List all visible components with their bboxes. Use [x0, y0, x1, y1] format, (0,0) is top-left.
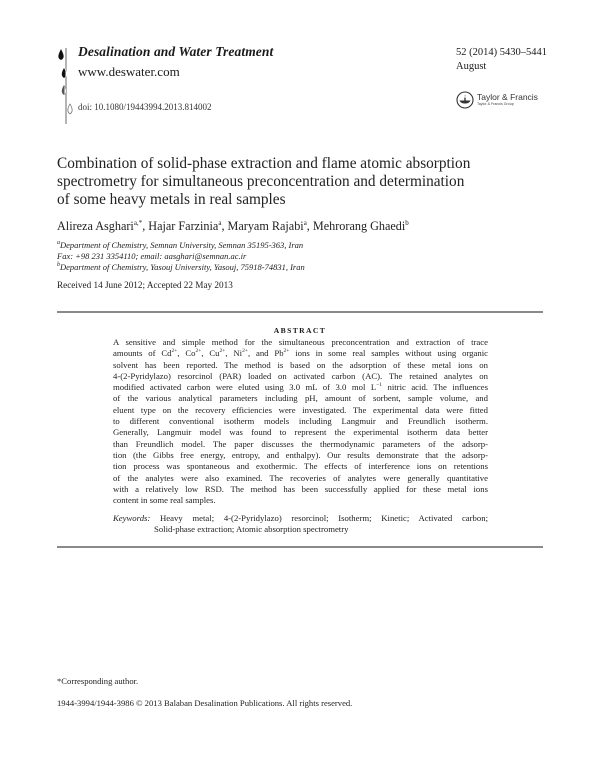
author-name: Hajar Farzinia	[148, 219, 219, 234]
text: ions in some real samples without using organic	[289, 348, 488, 359]
author-affiliation-mark: a,*	[133, 219, 143, 227]
abstract-line-units	[113, 382, 488, 393]
publisher-group: Taylor & Francis Group	[477, 102, 514, 107]
author-affiliation-mark: a	[218, 219, 222, 227]
ion-charge: 2+	[242, 348, 248, 355]
ion: Cu	[209, 348, 220, 359]
keywords-text: Heavy metal; 4-(2-Pyridylazo) resorcinol; Isotherm; Kinetic; Activated carbon;	[160, 513, 488, 523]
author-list	[57, 219, 409, 234]
ion: Co	[185, 348, 196, 359]
abstract-line: tion (the Gibbs free energy, entropy, and enthalpy). Our results demonstrate that the adsorp-	[113, 449, 488, 460]
keywords-label: Keywords:	[113, 513, 151, 523]
ion: Pb	[274, 348, 284, 359]
divider-bottom	[57, 546, 543, 548]
keywords	[113, 513, 488, 536]
affiliation-text: Department of Chemistry, Yasouj University, Yasouj, 75918-74831, Iran	[60, 262, 305, 272]
text: modified activated carbon were eluted using 3.0 mL of 3.0 mol L	[113, 382, 377, 393]
text: , and	[247, 348, 275, 359]
abstract-heading: ABSTRACT	[273, 326, 327, 335]
abstract-line: 4-(2-Pyridylazo) resorcinol (PAR) loaded on activated carbon (AC). The retained analytes on	[113, 370, 488, 381]
copyright: 1944-3994/1944-3986 © 2013 Balaban Desalination Publications. All rights reserved.	[57, 698, 353, 708]
ion-charge: 2+	[171, 348, 178, 355]
paper-title-line: spectrometry for simultaneous preconcentration and determination	[57, 173, 465, 190]
affiliation	[57, 240, 303, 250]
exponent: −1	[376, 382, 383, 389]
author-separator: ,	[142, 219, 149, 234]
journal-title: Desalination and Water Treatment	[78, 44, 274, 59]
ion: Ni	[233, 348, 243, 359]
paper-title	[57, 155, 517, 209]
doi[interactable]: doi: 10.1080/19443994.2013.814002	[78, 102, 212, 112]
abstract-line: than Freundlich model. The paper discusses the thermodynamic parameters of the adsorp-	[113, 438, 488, 449]
abstract-body	[113, 337, 488, 506]
affiliation-text: Department of Chemistry, Semnan University, Semnan 35195-363, Iran	[60, 240, 304, 250]
author-affiliation-mark: a	[303, 219, 307, 227]
abstract-line: eluent type on the recovery efficiencies were investigated. The experimental data were fitted	[113, 404, 488, 415]
text: ,	[177, 348, 186, 359]
taylor-francis-lamp-icon	[456, 91, 474, 109]
author-name: Alireza Asghari	[57, 219, 134, 234]
affiliation-mark: a	[57, 240, 60, 247]
author-affiliation-mark: b	[405, 219, 409, 227]
abstract-line: with a relatively low RSD. The method has been successfully applied for these metal ions	[113, 483, 488, 494]
paper-title-line: Combination of solid-phase extraction and flame atomic absorption	[57, 155, 471, 172]
keywords-line: Solid-phase extraction; Atomic absorption spectrometry	[154, 524, 349, 535]
received-dates: Received 14 June 2012; Accepted 22 May 2013	[57, 280, 233, 290]
text: ,	[225, 348, 234, 359]
abstract-line-ions: amounts of $Cd^{2+}$, $Co^{2+}$, $Cu^{2+}$, $Ni^{2+}$, and $Pb^{2+}$ ions in some real samples without using organic	[113, 348, 488, 359]
issue-month: August	[456, 61, 487, 72]
author-name: Mehrorang Ghaedi	[312, 219, 406, 234]
author-name: Maryam Rajabi	[227, 219, 304, 234]
affiliation-mark: b	[57, 262, 60, 269]
water-drops-icon	[55, 46, 73, 126]
abstract-line: solvent has been reported. The method is based on the adsorption of these metal ions on	[113, 359, 488, 370]
affiliation-contact	[57, 251, 246, 261]
ion-charge: 2+	[219, 348, 226, 355]
journal-url[interactable]: www.deswater.com	[78, 64, 180, 79]
ion-charge: 2+	[195, 348, 202, 355]
divider-top	[57, 311, 543, 313]
keywords-line	[113, 513, 488, 524]
text: ,	[201, 348, 210, 359]
ion: Cd	[161, 348, 172, 359]
affiliation	[57, 262, 305, 272]
abstract-line: to different conventional isotherm models including Langmuir and Freundlich isotherm.	[113, 416, 488, 427]
text: nitric acid. The influences	[382, 382, 488, 393]
publisher-name: Taylor & Francis	[477, 91, 538, 102]
ion-charge: 2+	[283, 348, 290, 355]
volume-info: 52 (2014) 5430–5441	[456, 47, 547, 58]
abstract-line: of the various analytical parameters including pH, amount of sorbent, sample volume, and	[113, 393, 488, 404]
publisher-logo	[456, 91, 538, 109]
paper-title-line: of some heavy metals in real samples	[57, 191, 286, 208]
author-separator: ,	[221, 219, 228, 234]
abstract-line: Generally, Langmuir model was found to represent the experimental isotherm data better	[113, 427, 488, 438]
abstract-line: A sensitive and simple method for the simultaneous preconcentration and extraction of trace	[113, 337, 488, 347]
abstract-line: tion process was spontaneous and exothermic. The effects of interference ions on retentions	[113, 461, 488, 472]
contact-text[interactable]: Fax: +98 231 3354110; email: aasghari@semnan.ac.ir	[57, 251, 247, 261]
abstract-line: of the analytes were also examined. The recoveries of analytes were generally quantitative	[113, 472, 488, 483]
abstract-line: content in some real samples.	[113, 495, 216, 506]
corresponding-author-note: *Corresponding author.	[57, 676, 139, 686]
author-separator: ,	[306, 219, 313, 234]
